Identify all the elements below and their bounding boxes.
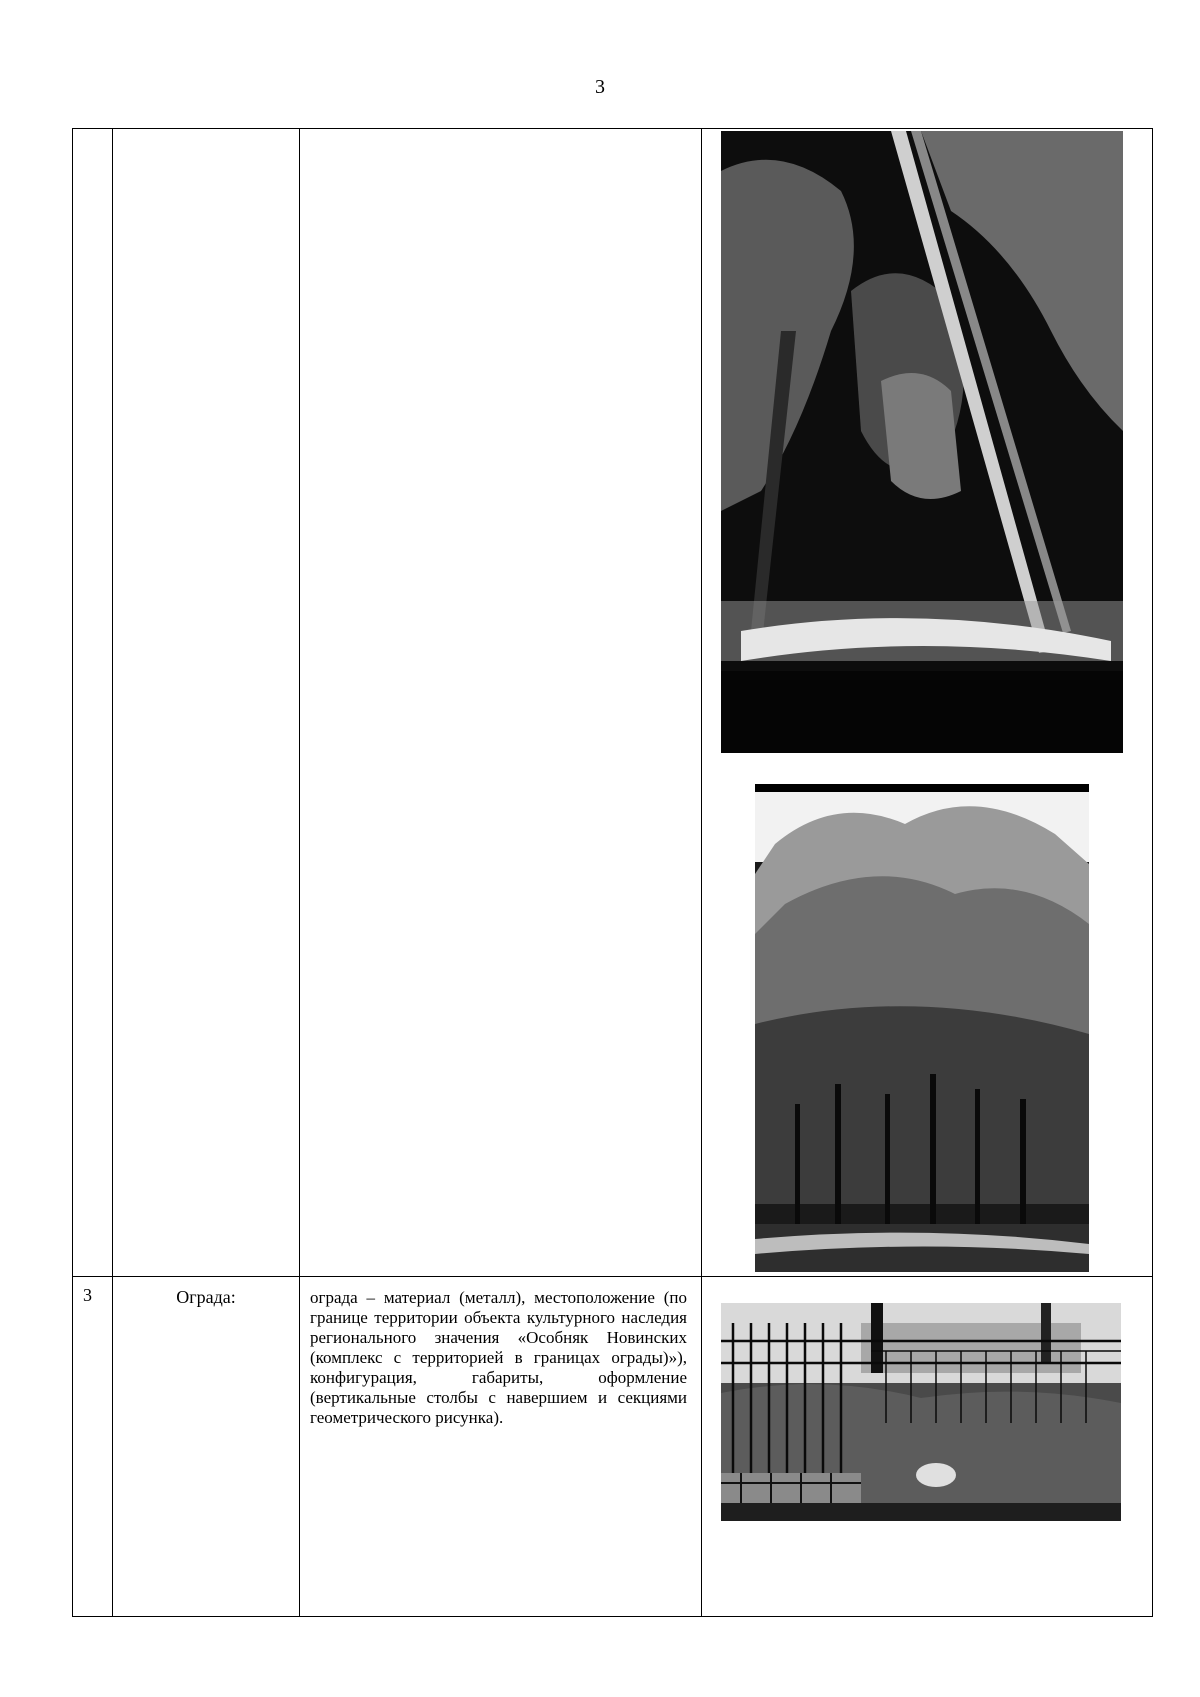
row-number-cell: 3 [73,1277,113,1617]
row-description-cell: ограда – материал (металл), местоположение (по границе территории объекта культурного наследия регионального значения «Особняк Новинских (комплекс с территорией в границах ограды)»), конфигурация, габариты, оформление (вертикальные столбы с навершием и секциями геометрического рисунка). [300,1277,702,1617]
row-photo-cell [702,129,1153,1277]
row-name-cell: Ограда: [113,1277,300,1617]
heritage-table [72,128,1153,1617]
trees-grove-photo [755,784,1089,1272]
page-number: 3 [595,76,605,98]
row-number-cell [73,129,113,1277]
table-row [73,129,1153,1277]
fence-photo [721,1303,1121,1521]
row-description-cell [300,129,702,1277]
table-row [73,1277,1153,1617]
trees-canopy-photo [721,131,1123,753]
row-name-cell [113,129,300,1277]
row-photo-cell [702,1277,1153,1617]
